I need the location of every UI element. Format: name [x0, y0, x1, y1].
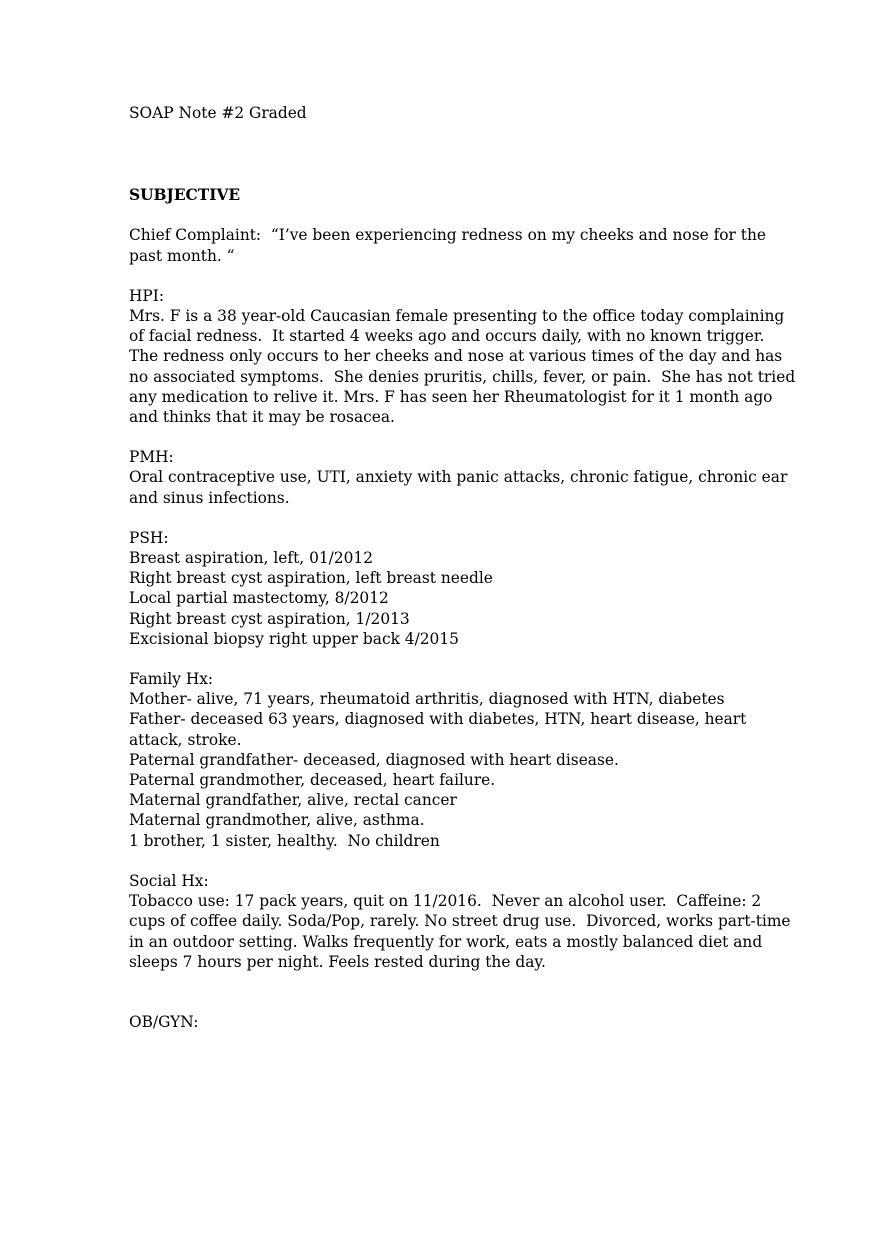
psh-line: Local partial mastectomy, 8/2012	[129, 589, 389, 608]
hpi-line: and thinks that it may be rosacea.	[129, 408, 395, 427]
social-hx-section	[129, 871, 791, 972]
family-hx-section	[129, 669, 769, 851]
hpi-line: of facial redness. It started 4 weeks ago and occurs daily, with no known trigger.	[129, 327, 765, 346]
family-hx-line: Maternal grandfather, alive, rectal cancer	[129, 791, 457, 810]
document-page	[129, 103, 796, 1032]
chief-complaint-line: Chief Complaint: “I’ve been experiencing redness on my cheeks and nose for the	[129, 226, 767, 245]
family-hx-line: Maternal grandmother, alive, asthma.	[129, 811, 425, 830]
family-hx-heading: Family Hx:	[129, 670, 214, 689]
chief-complaint	[129, 225, 769, 265]
psh-line: Right breast cyst aspiration, left breast needle	[129, 569, 493, 588]
pmh-section	[129, 447, 788, 508]
psh-line: Excisional biopsy right upper back 4/2015	[129, 629, 459, 648]
family-hx-line: attack, stroke.	[129, 730, 242, 749]
subjective-heading: SUBJECTIVE	[129, 186, 241, 205]
hpi-line: no associated symptoms. She denies pruritis, chills, fever, or pain. She has not tried	[129, 367, 796, 386]
psh-line: Right breast cyst aspiration, 1/2013	[129, 609, 410, 628]
family-hx-line: Paternal grandmother, deceased, heart failure.	[129, 771, 496, 790]
family-hx-line: Father- deceased 63 years, diagnosed with diabetes, HTN, heart disease, heart	[129, 710, 747, 729]
psh-line: Breast aspiration, left, 01/2012	[129, 549, 374, 568]
hpi-heading: HPI:	[129, 286, 165, 305]
hpi-section	[129, 286, 796, 427]
chief-complaint-line: past month. “	[129, 246, 235, 265]
psh-heading: PSH:	[129, 528, 169, 547]
psh-section	[129, 528, 769, 649]
social-hx-heading: Social Hx:	[129, 871, 209, 890]
social-hx-line: Tobacco use: 17 pack years, quit on 11/2016. Never an alcohol user. Caffeine: 2	[129, 892, 762, 911]
pmh-heading: PMH:	[129, 448, 174, 467]
obgyn-heading: OB/GYN:	[129, 1012, 199, 1031]
social-hx-line: in an outdoor setting. Walks frequently for work, eats a mostly balanced diet and	[129, 932, 763, 951]
family-hx-line: Mother- alive, 71 years, rheumatoid arthritis, diagnosed with HTN, diabetes	[129, 690, 725, 709]
hpi-line: Mrs. F is a 38 year-old Caucasian female presenting to the office today complaining	[129, 307, 785, 326]
family-hx-line: 1 brother, 1 sister, healthy. No children	[129, 831, 440, 850]
hpi-line: The redness only occurs to her cheeks and nose at various times of the day and has	[129, 347, 783, 366]
social-hx-line: cups of coffee daily. Soda/Pop, rarely. No street drug use. Divorced, works part-time	[129, 912, 791, 931]
hpi-line: any medication to relive it. Mrs. F has seen her Rheumatologist for it 1 month ago	[129, 387, 773, 406]
pmh-line: and sinus infections.	[129, 488, 290, 507]
document-title: SOAP Note #2 Graded	[129, 104, 307, 122]
social-hx-line: sleeps 7 hours per night. Feels rested during the day.	[129, 952, 546, 971]
pmh-line: Oral contraceptive use, UTI, anxiety with panic attacks, chronic fatigue, chronic ear	[129, 468, 788, 487]
family-hx-line: Paternal grandfather- deceased, diagnosed with heart disease.	[129, 750, 619, 769]
